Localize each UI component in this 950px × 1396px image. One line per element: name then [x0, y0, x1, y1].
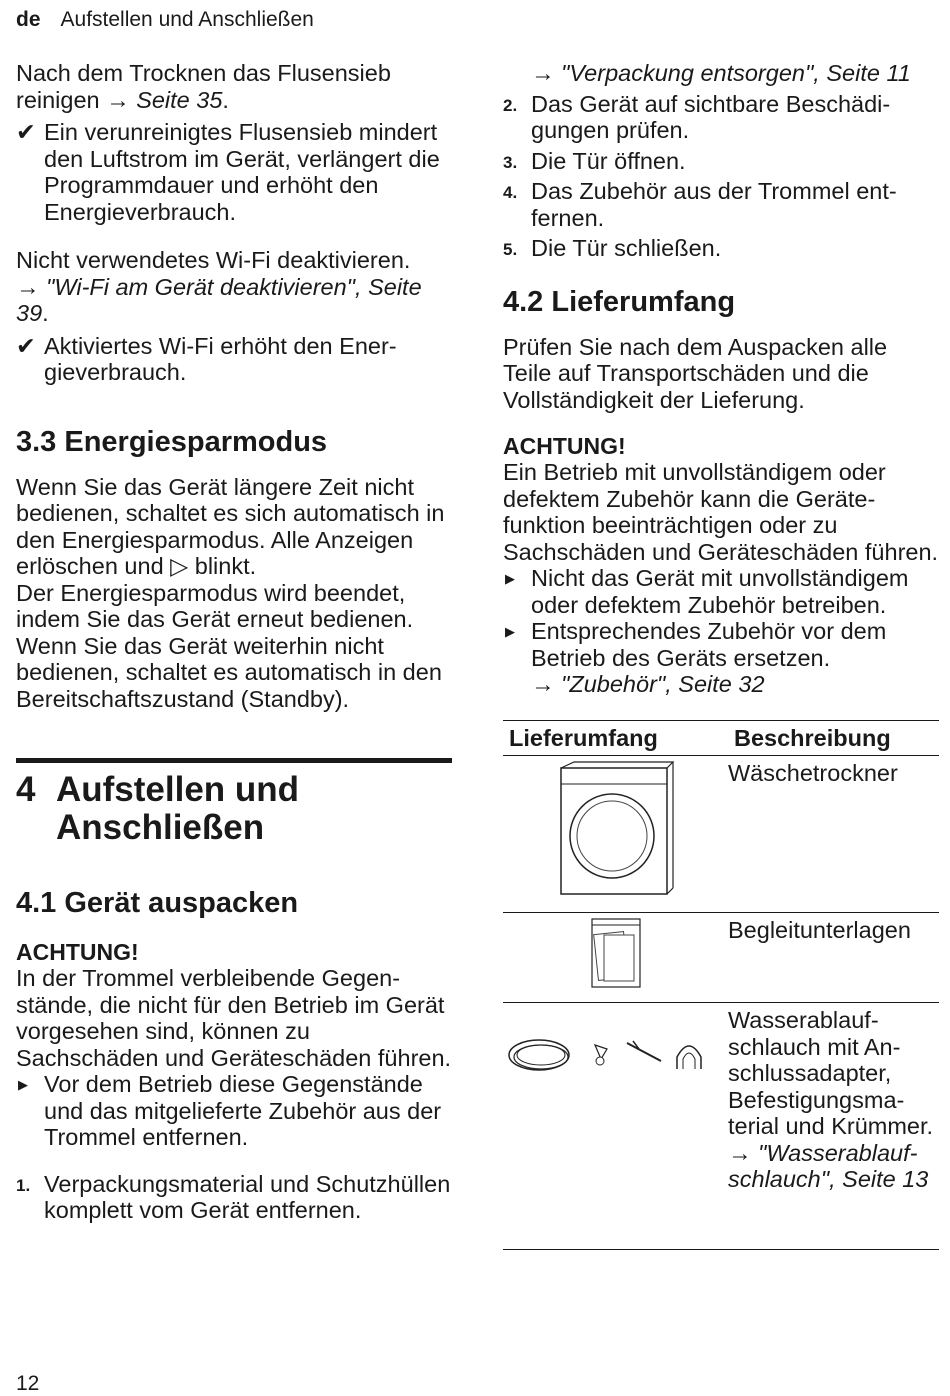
warning-label: ACHTUNG!	[16, 939, 139, 965]
step-number: 4.	[503, 183, 518, 202]
step-item: 4. Das Zubehör aus der Trommel entfernen.	[503, 178, 897, 231]
step-item: 1. Verpackungsmaterial und Schutzhüllen komplett vom Gerät entfernen.	[16, 1170, 451, 1223]
result-item: ✔ Ein verunreinigtes Flusensieb mindert den Luftstrom im Gerät, verlängert die Programmdauer und erhöht den Energieverbrauch.	[16, 119, 440, 225]
cross-reference[interactable]: → "Wi-Fi am Gerät deaktivieren", Seite 39	[16, 273, 422, 326]
left-column	[16, 60, 452, 1224]
running-header	[16, 8, 314, 32]
right-column	[503, 60, 939, 1250]
dryer-icon	[546, 760, 686, 900]
paragraph-lieferumfang: Prüfen Sie nach dem Auspacken alle Teile auf Transportschäden und die Vollständigkeit der Lieferung.	[503, 333, 888, 413]
paragraph-energiespar-1: Wenn Sie das Gerät längere Zeit nicht bedienen, schaltet es sich automatisch in den Energiesparmodus. Alle Anzeigen erlöschen und ▷ blinkt.	[16, 473, 445, 579]
table-row	[503, 755, 939, 912]
step-item: 5. Die Tür schließen.	[503, 235, 939, 262]
bullet-icon: ▶	[505, 624, 515, 639]
running-header-title: Aufstellen und Anschließen	[60, 8, 314, 31]
step-number: 5.	[503, 240, 518, 259]
check-icon: ✔	[16, 119, 36, 145]
step-number: 3.	[503, 152, 518, 172]
step-number: 1.	[16, 1175, 31, 1195]
hose-illustration	[503, 1003, 728, 1250]
warning-text: Ein Betrieb mit unvollständigem oder defektem Zubehör kann die Gerätefunktion beeinträchtigen oder zu Sachschäden und Geräteschäden führen.	[503, 459, 939, 565]
page-number: 12	[16, 1372, 40, 1395]
paragraph-energiespar-3: Wenn Sie das Gerät weiterhin nicht bedienen, schaltet es automatisch in den Bereitschaftszustand (Standby).	[16, 632, 442, 712]
paragraph-flusensieb: Nach dem Trocknen das Flusensieb reinigen → Seite 35.	[16, 60, 391, 113]
instruction-item: ▶ Nicht das Gerät mit unvollständigem oder defektem Zubehör betreiben.	[505, 565, 909, 618]
table-row	[503, 1003, 939, 1250]
table-cell: Wasserablaufschlauch mit Anschlussadapter, Befestigungsmaterial und Krümmer. → "Wasserablaufschlauch", Seite 13	[728, 1003, 939, 1250]
section-heading-4-1: 4.1 Gerät auspacken	[16, 887, 299, 919]
hose-kit-icon	[503, 1027, 715, 1087]
step-item: 3. Die Tür öffnen.	[503, 148, 939, 175]
language-code: de	[16, 8, 41, 31]
delivery-table	[503, 720, 939, 1251]
bullet-icon: ▶	[18, 1077, 28, 1092]
cross-reference[interactable]: Seite 35	[136, 86, 223, 113]
table-cell: Wäschetrockner	[728, 755, 939, 912]
table-cell: Begleitunterlagen	[728, 912, 939, 1003]
section-heading-3-3: 3.3 Energiesparmodus	[16, 425, 328, 458]
instruction-item: ▶ Vor dem Betrieb diese Gegenstände und das mitgelieferte Zubehör aus der Trommel entfernen.	[18, 1071, 442, 1150]
step-item: 2. Das Gerät auf sichtbare Beschädigungen prüfen.	[503, 90, 891, 143]
column-header: Lieferumfang	[503, 720, 728, 755]
cross-reference[interactable]: → "Verpackung entsorgen", Seite 11	[531, 60, 911, 86]
chapter-heading-4: 4 Aufstellen und Anschließen	[16, 770, 300, 847]
dryer-illustration	[503, 755, 728, 912]
section-heading-4-2: 4.2 Lieferumfang	[503, 285, 736, 318]
paragraph-energiespar-2: Der Energiesparmodus wird beendet, indem Sie das Gerät erneut bedienen.	[16, 579, 414, 632]
chapter-rule	[16, 758, 452, 763]
table-header-row	[503, 720, 939, 755]
paragraph-wifi: Nicht verwendetes Wi-Fi deaktivieren. → "Wi-Fi am Gerät deaktivieren", Seite 39.	[16, 247, 422, 326]
step-number: 2.	[503, 95, 518, 115]
table-row	[503, 912, 939, 1003]
documents-icon	[586, 917, 646, 991]
documents-illustration	[503, 912, 728, 1003]
check-icon: ✔	[16, 332, 36, 359]
result-item: ✔ Aktiviertes Wi-Fi erhöht den Energieverbrauch.	[16, 332, 397, 385]
warning-text: In der Trommel verbleibende Gegenstände, die nicht für den Betrieb im Gerät vorgesehen sind, können zu Sachschäden und Geräteschäden führen.	[16, 965, 452, 1071]
column-header: Beschreibung	[728, 720, 939, 755]
cross-reference[interactable]: → "Zubehör", Seite 32	[531, 671, 765, 697]
instruction-item: ▶ Entsprechendes Zubehör vor dem Betrieb des Geräts ersetzen. → "Zubehör", Seite 32	[505, 618, 887, 697]
cross-reference[interactable]: → "Wasserablaufschlauch", Seite 13	[728, 1139, 929, 1192]
bullet-icon: ▶	[505, 571, 515, 586]
warning-label: ACHTUNG!	[503, 433, 626, 459]
